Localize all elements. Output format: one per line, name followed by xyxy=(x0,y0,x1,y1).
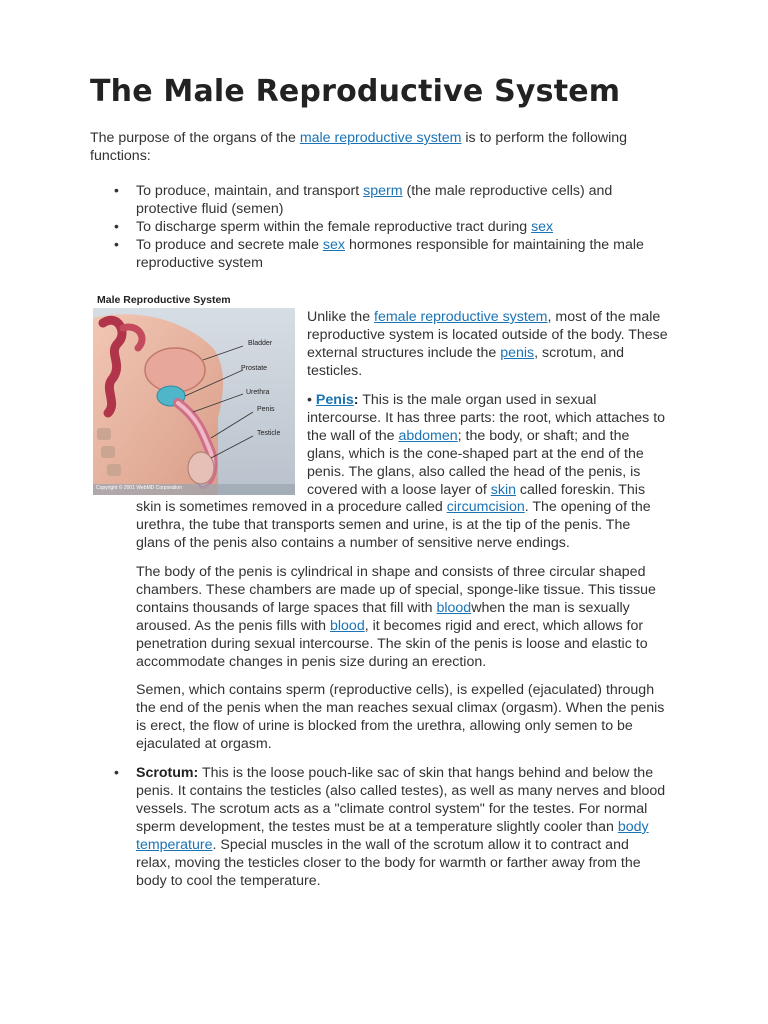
scrotum-line-5 xyxy=(136,836,629,854)
unlike-text: , most of the male xyxy=(547,309,661,325)
body-para-line-6: accommodate changes in penis size during an erection. xyxy=(136,654,487,670)
penis-link[interactable]: penis xyxy=(500,345,535,361)
function-2-line-1 xyxy=(136,218,553,236)
penis-text: covered with a loose layer of xyxy=(307,482,491,498)
function-1-line-2: protective fluid (semen) xyxy=(136,201,284,217)
unlike-text: external structures include the xyxy=(307,345,501,361)
penis-line-6 xyxy=(307,481,645,499)
unlike-text: , scrotum, and xyxy=(534,345,625,361)
penis-text: ; the body, or shaft; and the xyxy=(457,428,630,444)
body-text: aroused. As the penis fills with xyxy=(136,618,330,634)
bullet-dot: • xyxy=(114,236,119,252)
penis-text: . The opening of the xyxy=(524,499,651,515)
figure-label-urethra: Urethra xyxy=(246,389,270,396)
unlike-line-4: testicles. xyxy=(307,363,363,379)
anatomy-figure xyxy=(93,292,295,495)
unlike-line-2: reproductive system is located outside of the body. These xyxy=(307,327,668,343)
male-reproductive-system-link[interactable]: male reproductive system xyxy=(299,130,462,146)
figure-title: Male Reproductive System xyxy=(97,294,231,306)
scrotum-line-3: vessels. The scrotum acts as a "climate control system" for the testes. For normal xyxy=(136,801,648,817)
sex-hormones-link[interactable]: sex xyxy=(322,237,345,253)
intro-line-1 xyxy=(90,129,627,147)
blood-link[interactable]: blood xyxy=(436,600,472,616)
intro-text: The purpose of the organs of the xyxy=(90,130,300,146)
penis-colon: : xyxy=(353,392,359,408)
bullet-dot: • xyxy=(114,764,119,780)
penis-line-4: glans, which is the cone-shaped part at the end of the xyxy=(307,446,644,462)
body-para-line-1: The body of the penis is cylindrical in shape and consists of three circular shaped xyxy=(136,564,646,580)
abdomen-link[interactable]: abdomen xyxy=(398,428,458,444)
scrotum-term: Scrotum: xyxy=(136,765,199,781)
penis-text: the wall of the xyxy=(307,428,399,444)
scrotum-text: . Special muscles in the wall of the scrotum allow it to contract and xyxy=(212,837,629,853)
body-para-line-4 xyxy=(136,617,643,635)
intro-text-after: is to perform the following xyxy=(461,130,628,146)
function-text: hormones responsible for maintaining the male xyxy=(345,237,644,253)
female-reproductive-system-link[interactable]: female reproductive system xyxy=(374,309,548,325)
penis-line-1 xyxy=(307,391,596,409)
sex-link[interactable]: sex xyxy=(531,219,554,235)
function-text: To discharge sperm within the female reproductive tract during xyxy=(136,219,532,235)
body-temperature-link[interactable]: body xyxy=(617,819,649,835)
penis-text: called foreskin. This xyxy=(515,482,646,498)
semen-para-line-3: is erect, the flow of urine is blocked from the urethra, allowing only semen to be xyxy=(136,718,633,734)
unlike-text: Unlike the xyxy=(307,309,375,325)
scrotum-line-2: penis. It contains the testicles (also called testes), as well as many nerves and blood xyxy=(136,783,666,799)
sperm-link[interactable]: sperm xyxy=(363,183,403,199)
semen-para-line-2: the end of the penis when the man reaches sexual climax (orgasm). When the penis xyxy=(136,700,665,716)
blood-link-2[interactable]: blood xyxy=(330,618,365,634)
scrotum-line-7: body to cool the temperature. xyxy=(136,873,321,889)
penis-text: skin is sometimes removed in a procedure called xyxy=(136,499,447,515)
semen-para-line-1: Semen, which contains sperm (reproductive cells), is expelled (ejaculated) through xyxy=(136,682,655,698)
body-text: , it becomes rigid and erect, which allows for xyxy=(364,618,644,634)
penis-line-3 xyxy=(307,427,629,445)
unlike-line-3 xyxy=(307,344,624,362)
function-text: To produce, maintain, and transport xyxy=(136,183,364,199)
figure-label-prostate: Prostate xyxy=(241,365,268,372)
scrotum-text: This is the loose pouch-like sac of skin that hangs behind and below the xyxy=(198,765,654,781)
function-3-line-1 xyxy=(136,236,644,254)
penis-term-link[interactable]: Penis xyxy=(315,392,354,408)
function-1-line-1 xyxy=(136,182,612,200)
body-para-line-2: chambers. These chambers are made up of special, sponge-like tissue. This tissue xyxy=(136,582,656,598)
figure-label-testicle: Testicle xyxy=(257,430,281,437)
anatomy-illustration xyxy=(93,308,295,495)
skin-link[interactable]: skin xyxy=(490,482,516,498)
circumcision-link[interactable]: circumcision xyxy=(446,499,525,515)
intro-line-2: functions: xyxy=(90,148,151,164)
penis-text: This is the male organ used in sexual xyxy=(358,392,597,408)
bullet-dot: • xyxy=(114,182,119,198)
body-para-line-5: penetration during sexual intercourse. The skin of the penis is loose and elastic to xyxy=(136,636,648,652)
scrotum-line-4 xyxy=(136,818,649,836)
body-temperature-link-cont[interactable]: temperature xyxy=(136,837,213,853)
function-text: To produce and secrete male xyxy=(136,237,323,253)
figure-copyright: Copyright © 2001 WebMD Corporation xyxy=(96,485,182,491)
penis-line-9: glans of the penis also contains a number of sensitive nerve endings. xyxy=(136,535,570,551)
bullet-dot: • xyxy=(114,218,119,234)
scrotum-line-6: relax, moving the testicles closer to the body for warmth or farther away from the xyxy=(136,855,641,871)
penis-line-2: intercourse. It has three parts: the root, which attaches to xyxy=(307,410,666,426)
penis-line-7 xyxy=(136,498,651,516)
penis-line-8: urethra, the tube that transports semen and urine, is at the tip of the penis. The xyxy=(136,517,631,533)
figure-label-bladder: Bladder xyxy=(248,340,273,347)
figure-label-penis: Penis xyxy=(257,406,275,413)
page-title: The Male Reproductive System xyxy=(90,74,621,109)
scrotum-text: sperm development, the testes must be at a temperature slightly cooler than xyxy=(136,819,618,835)
function-text: (the male reproductive cells) and xyxy=(402,183,613,199)
semen-para-line-4: ejaculated at orgasm. xyxy=(136,736,272,752)
bullet-dot: • xyxy=(307,392,312,408)
body-para-line-3 xyxy=(136,599,630,617)
function-3-line-2: reproductive system xyxy=(136,255,263,271)
scrotum-line-1 xyxy=(136,764,653,782)
penis-line-5: penis. The glans, also called the head of the penis, is xyxy=(307,464,641,480)
unlike-line-1 xyxy=(307,308,660,326)
body-text: when the man is sexually xyxy=(471,600,630,616)
body-text: contains thousands of large spaces that fill with xyxy=(136,600,437,616)
